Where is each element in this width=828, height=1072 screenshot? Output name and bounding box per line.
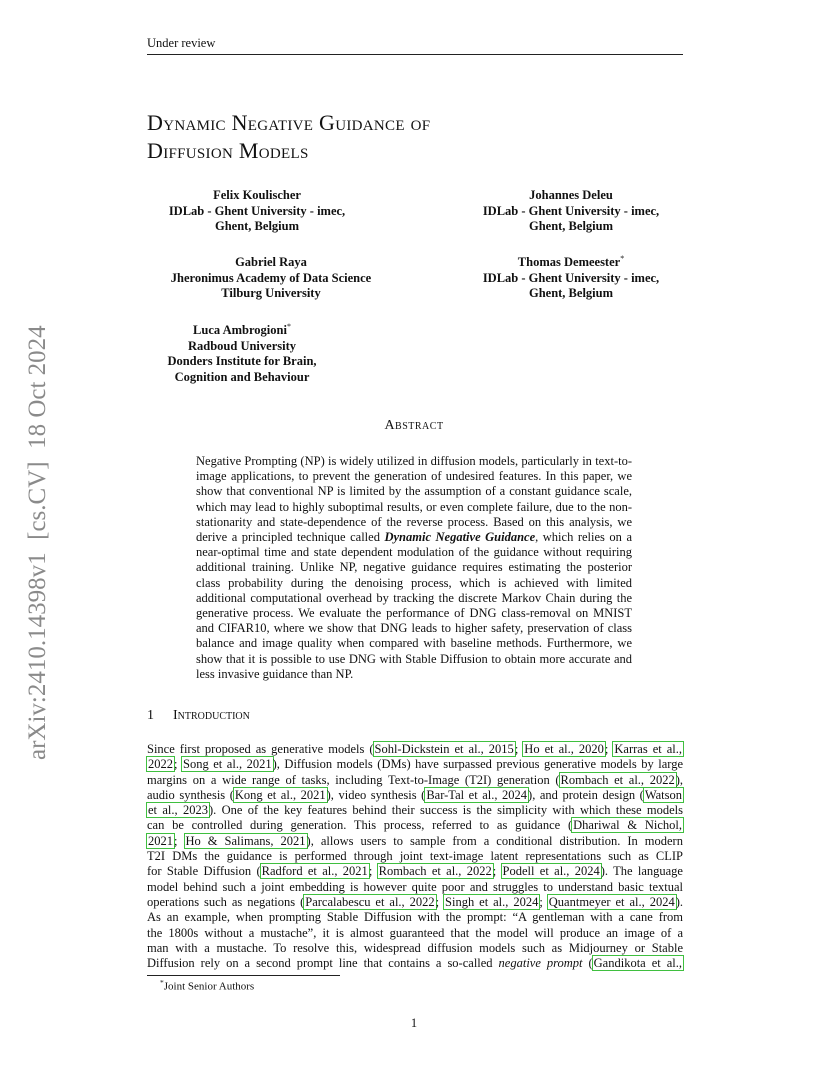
author-name: Johannes Deleu (529, 188, 613, 203)
body-text: ). The language (600, 864, 683, 879)
footnote-marker: * (160, 978, 164, 987)
body-line (147, 757, 683, 772)
abstract-heading: Abstract (384, 418, 444, 433)
body-line (147, 803, 683, 818)
body-text: ; (174, 757, 183, 772)
citation-link[interactable]: Quantmeyer et al., 2024 (548, 894, 675, 909)
author-block (451, 251, 691, 302)
author-affiliation: Donders Institute for Brain, (167, 354, 317, 369)
body-line (147, 941, 683, 956)
body-text: Since first proposed as generative models ( (147, 742, 374, 756)
citation-link[interactable]: Gandikota et al., (593, 956, 682, 971)
body-text: ), Diffusion models (DMs) have surpassed previous generative models by large (272, 757, 683, 772)
author-block (151, 251, 391, 302)
citation-link[interactable]: Kong et al., 2021 (234, 787, 326, 802)
emphasized-term: negative prompt (498, 956, 583, 971)
body-line (147, 926, 683, 941)
title-line-2: Diffusion Models (147, 138, 309, 163)
author-block (122, 319, 362, 385)
body-text: can be controlled during generation. This process, referred to as guidance ( (147, 818, 573, 833)
body-line (147, 788, 683, 803)
body-text: the 1800s without a mustache”, it is almost guaranteed that the model will produce an image of a (147, 925, 683, 940)
citation-link[interactable]: 2021 (148, 833, 173, 848)
body-line (147, 956, 683, 971)
body-text: model behind such a joint embedding is however quite poor and struggles to understand basic textual (147, 879, 683, 894)
author-name: Gabriel Raya (235, 255, 307, 270)
title-line-1: Dynamic Negative Guidance of (147, 110, 431, 135)
body-line (147, 849, 683, 864)
citation-link[interactable]: Podell et al., 2024 (502, 864, 600, 879)
footnote (160, 978, 254, 993)
author-affiliation: Ghent, Belgium (528, 219, 614, 234)
citation-link[interactable]: Parcalabescu et al., 2022 (305, 894, 435, 909)
footnote-rule (147, 975, 340, 976)
body-text: ( (582, 956, 593, 971)
body-line (147, 880, 683, 895)
author-name: Thomas Demeester* (517, 254, 625, 270)
body-text: ). (675, 894, 683, 909)
author-affiliation: Tilburg University (221, 286, 321, 301)
body-text: audio synthesis ( (147, 787, 234, 802)
body-text: margins on a wide range of tasks, including Text-to-Image (T2I) generation ( (147, 772, 560, 787)
abstract-emphasis: Dynamic Negative Guidance (384, 530, 536, 545)
citation-link[interactable]: Radford et al., 2021 (261, 864, 368, 879)
body-line (147, 895, 683, 910)
body-text: ; (368, 864, 378, 879)
running-header: Under review (147, 36, 683, 55)
body-text: ; (539, 894, 548, 909)
author-affiliation: Cognition and Behaviour (174, 369, 310, 384)
section-body (147, 742, 683, 971)
author-affiliation: Ghent, Belgium (214, 219, 300, 234)
abstract-text-part: Negative Prompting (NP) is widely utilized in diffusion models, particularly in text-to-image applications, to prevent the generation of undesired features. In this paper, we show that conventional NP is limited by the assumption of a constant guidance scale, which may lead to highly suboptimal results, or even complete failure, due to the non-stationarity and state-dependence of the reverse process. Based on this analysis, we derive a principled technique called (196, 454, 632, 545)
body-text: ; (492, 864, 502, 879)
citation-link[interactable]: Rombach et al., 2022 (378, 864, 492, 879)
author-affiliation: IDLab - Ghent University - imec, (482, 203, 660, 218)
citation-link[interactable]: Singh et al., 2024 (445, 894, 539, 909)
author-affiliation: IDLab - Ghent University - imec, (168, 203, 346, 218)
arxiv-identifier-stamp[interactable]: arXiv:2410.14398v1 [cs.CV] 18 Oct 2024 (24, 325, 51, 760)
section-heading (147, 708, 250, 724)
citation-link[interactable]: Bar-Tal et al., 2024 (426, 787, 528, 802)
author-affiliation: Jheronimus Academy of Data Science (170, 270, 372, 285)
citation-link[interactable]: Rombach et al., 2022 (560, 772, 675, 787)
body-text: ), and protein design ( (528, 787, 644, 802)
page-number: 1 (410, 1016, 418, 1030)
body-line (147, 834, 683, 849)
author-name: Luca Ambrogioni* (193, 322, 291, 338)
body-line (147, 864, 683, 879)
section-number: 1 (147, 708, 154, 723)
body-text: for Stable Diffusion ( (147, 864, 261, 879)
author-block (451, 184, 691, 235)
citation-link[interactable]: Watson (644, 787, 682, 802)
paper-title (147, 109, 707, 165)
citation-link[interactable]: Song et al., 2021 (183, 757, 272, 772)
citation-link[interactable]: Karras et al., (614, 742, 682, 756)
abstract-text (196, 454, 632, 682)
section-title: Introduction (173, 708, 250, 723)
body-text: Diffusion rely on a second prompt line that contains a so-called (147, 956, 499, 971)
citation-link[interactable]: Ho & Salimans, 2021 (185, 833, 306, 848)
body-line (147, 773, 683, 788)
body-text: ; (514, 742, 524, 756)
body-text: ; (174, 833, 185, 848)
citation-link[interactable]: et al., 2023 (148, 803, 208, 818)
body-text: ; (604, 742, 614, 756)
body-line (147, 818, 683, 833)
body-text: operations such as negations ( (147, 894, 305, 909)
body-text: ), allows users to sample from a conditional distribution. In modern (306, 833, 683, 848)
abstract-text-part: , which relies on a near-optimal time and state dependent modulation of the guidance without requiring additional training. Unlike NP, negative guidance requires estimating the posterior class probability during the denoising process, which is achieved with limited additional computational overhead by tracking the discrete Markov Chain during the generative process. We evaluate the performance of DNG class-removal on MNIST and CIFAR10, where we show that DNG leads to higher safety, preservation of class balance and image quality when compared with baseline methods. Furthermore, we show that it is possible to use DNG with Stable Diffusion to obtain more accurate and less invasive guidance than NP. (196, 530, 632, 681)
body-line (147, 910, 683, 925)
body-text: ; (435, 894, 445, 909)
body-line (147, 742, 683, 757)
citation-link[interactable]: 2022 (148, 757, 173, 772)
body-text: T2I DMs the guidance is performed through joint text-image latent representations such as CLIP (147, 849, 683, 864)
author-block (137, 184, 377, 235)
author-affiliation: IDLab - Ghent University - imec, (482, 270, 660, 285)
citation-link[interactable]: Dhariwal & Nichol, (573, 818, 682, 833)
author-affiliation: Radboud University (187, 338, 296, 353)
citation-link[interactable]: Ho et al., 2020 (524, 742, 604, 756)
body-text: man with a mustache. To resolve this, widespread diffusion models such as Midjourney or Stable (147, 940, 683, 955)
author-affiliation: Ghent, Belgium (528, 286, 614, 301)
citation-link[interactable]: Sohl-Dickstein et al., 2015 (374, 742, 514, 756)
body-text: As an example, when prompting Stable Diffusion with the prompt: “A gentleman with a cane from (147, 910, 683, 925)
author-name: Felix Koulischer (213, 188, 301, 203)
body-text: ). One of the key features behind their success is the simplicity with which these models (208, 803, 683, 818)
body-text: ), video synthesis ( (326, 787, 426, 802)
body-text: ), (675, 772, 684, 787)
footnote-text: Joint Senior Authors (163, 980, 255, 993)
